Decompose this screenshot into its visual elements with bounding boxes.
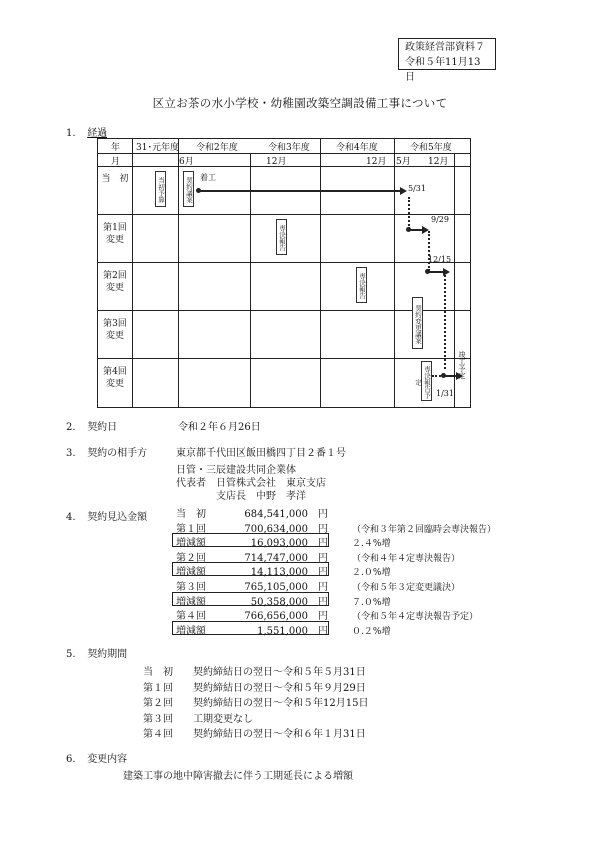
section-1-heading [66, 124, 107, 139]
percent-increase: ０.２%増 [352, 626, 391, 637]
amount-label: 第４回 [176, 611, 206, 623]
amount-unit: 円 [318, 523, 328, 535]
amount-unit: 円 [318, 625, 328, 637]
period-row [143, 710, 253, 725]
amount-note: （令和４年４定専決報告） [352, 553, 461, 564]
period-value: 工期変更なし [193, 713, 253, 725]
initial-period-bar [199, 190, 402, 192]
contractor-representative: 代表者 日管株式会社 東京支店 [176, 478, 326, 489]
period-label: 第１回 [143, 682, 173, 694]
amount-label: 増減額 [176, 625, 206, 637]
period-label: 当 初 [143, 667, 173, 678]
urgent-report-2-box: 専決報告 [356, 267, 367, 303]
period-label: 第３回 [143, 713, 173, 725]
amount-value: 765,105,000 [244, 582, 308, 593]
amount-note: （令和３年第２回臨時会専決報告） [352, 524, 497, 535]
section-3-heading [66, 444, 147, 459]
section-title: 契約期間 [87, 649, 128, 660]
amount-label: 増減額 [176, 596, 206, 608]
year-label: 令和2年度 [196, 143, 238, 153]
amount-value: 700,634,000 [244, 523, 308, 535]
amount-label: 第１回 [176, 523, 206, 535]
progress-gantt-chart [97, 138, 471, 408]
section-number: 4. [66, 512, 76, 523]
year-label: 令和4年度 [336, 143, 378, 153]
change-2-bar [428, 271, 444, 273]
contractor-branch-manager: 支店長 中野 孝洋 [216, 491, 306, 502]
amount-label: 第３回 [176, 582, 206, 593]
initial-budget-box: 当初予算 [155, 171, 166, 207]
extension-line [408, 197, 410, 229]
section-number: 3. [66, 448, 76, 459]
planned-report-box: 専決報告予定 [421, 361, 432, 401]
date-label: 12/15 [428, 255, 452, 264]
period-label: 第２回 [143, 698, 173, 709]
amount-label: 増減額 [176, 538, 206, 550]
date-label: 9/29 [431, 215, 449, 224]
row-label-change-4: 第4回 変更 [103, 367, 127, 389]
period-row [143, 694, 368, 709]
row-label-change-1: 第1回 変更 [103, 223, 127, 245]
amount-unit: 円 [318, 538, 328, 550]
extension-line [428, 231, 430, 271]
section-title: 経過 [87, 128, 108, 139]
section-4-heading [66, 508, 147, 523]
amount-value: 766,656,000 [244, 611, 308, 623]
urgent-report-1-box: 専決報告 [276, 219, 287, 255]
construction-start-label: 着工 [200, 173, 216, 182]
amount-unit: 円 [318, 567, 328, 579]
period-row [143, 679, 366, 694]
period-value: 契約締結日の翌日～令和５年５月31日 [193, 667, 366, 678]
contract-change-box: 契約変更議案 [412, 297, 423, 349]
percent-increase: ７.０%増 [352, 597, 391, 608]
amount-unit: 円 [318, 611, 328, 623]
amount-label: 第２回 [176, 552, 206, 564]
change-1-bar [409, 229, 423, 231]
change-description: 建築工事の地中障害撤去に伴う工期延長による増額 [123, 771, 353, 782]
section-number: 6. [66, 754, 76, 765]
year-label: 令和5年度 [410, 143, 452, 153]
amount-value: 14,113,000 [250, 567, 308, 579]
section-2-heading [66, 418, 117, 433]
document-title: 区立お茶の水小学校・幼稚園改築空調設備工事について [152, 96, 448, 110]
row-label-initial: 当 初 [101, 174, 129, 184]
section-6-heading [66, 750, 127, 765]
completion-label: 竣工予定 [458, 351, 466, 379]
row-label-change-3: 第3回 変更 [103, 319, 127, 341]
date-label: 5/31 [408, 184, 426, 193]
section-title: 契約の相手方 [87, 448, 148, 459]
amount-value: 1,551,000 [257, 625, 308, 637]
year-label: 令和3年度 [268, 143, 310, 153]
month-label: 5月 [396, 157, 411, 167]
amount-difference-box [172, 592, 329, 606]
amount-difference-box [172, 562, 329, 579]
contract-proposal-box: 契約議案 [183, 171, 194, 207]
section-number: 5. [66, 649, 76, 660]
period-value: 契約締結日の翌日～令和５年12月15日 [193, 698, 369, 709]
month-label: 12月 [266, 157, 287, 167]
arrow-icon [400, 187, 407, 195]
amount-difference-box [172, 533, 329, 550]
section-5-heading [66, 645, 127, 660]
section-number: 2. [66, 422, 76, 433]
percent-increase: ２.４%増 [352, 539, 391, 550]
section-number: 1. [66, 128, 76, 139]
amount-unit: 円 [318, 552, 328, 564]
section-title: 変更内容 [87, 754, 128, 765]
amount-label: 当 初 [176, 509, 206, 520]
percent-increase: ２.０%増 [352, 568, 391, 579]
month-label: 12月 [366, 157, 387, 167]
row-label-change-2: 第2回 変更 [103, 271, 127, 293]
section-title: 契約日 [87, 422, 118, 433]
amount-value: 714,747,000 [244, 552, 308, 564]
month-header: 月 [111, 157, 121, 167]
amount-row [176, 505, 352, 520]
contractor-address: 東京都千代田区飯田橋四丁目２番１号 [176, 448, 346, 459]
amount-unit: 円 [318, 596, 328, 608]
amount-unit: 円 [318, 582, 328, 593]
period-row [143, 725, 366, 740]
reference-date: 令和５年11月13日 [405, 57, 481, 83]
extension-line [444, 275, 446, 369]
reference-number: 政策経営部資料７ [405, 42, 485, 53]
date-label: 1/31 [436, 389, 454, 398]
month-label: 12月 [428, 157, 449, 167]
period-value: 契約締結日の翌日～令和６年１月31日 [193, 729, 366, 740]
amount-note: （令和５年４定専決報告予定） [352, 612, 479, 623]
contractor-name: 日管・三辰建設共同企業体 [176, 465, 296, 476]
amount-value: 684,541,000 [244, 509, 308, 520]
amount-value: 50,358,000 [250, 596, 308, 608]
year-header: 年 [111, 143, 121, 153]
period-value: 契約締結日の翌日～令和５年９月29日 [193, 682, 366, 694]
period-row [143, 663, 366, 678]
amount-value: 16,093,000 [250, 538, 308, 550]
amount-label: 増減額 [176, 567, 206, 579]
amount-difference-box [172, 621, 329, 635]
contract-date: 令和２年６月26日 [178, 422, 261, 433]
document-reference-box [398, 38, 496, 83]
amount-note: （令和５年３定変更議決） [352, 583, 461, 593]
year-label: 31･元年度 [136, 143, 179, 153]
period-label: 第４回 [143, 729, 173, 740]
section-title: 契約見込金額 [87, 512, 148, 523]
month-label: 6月 [179, 157, 194, 167]
amount-unit: 円 [318, 509, 328, 520]
